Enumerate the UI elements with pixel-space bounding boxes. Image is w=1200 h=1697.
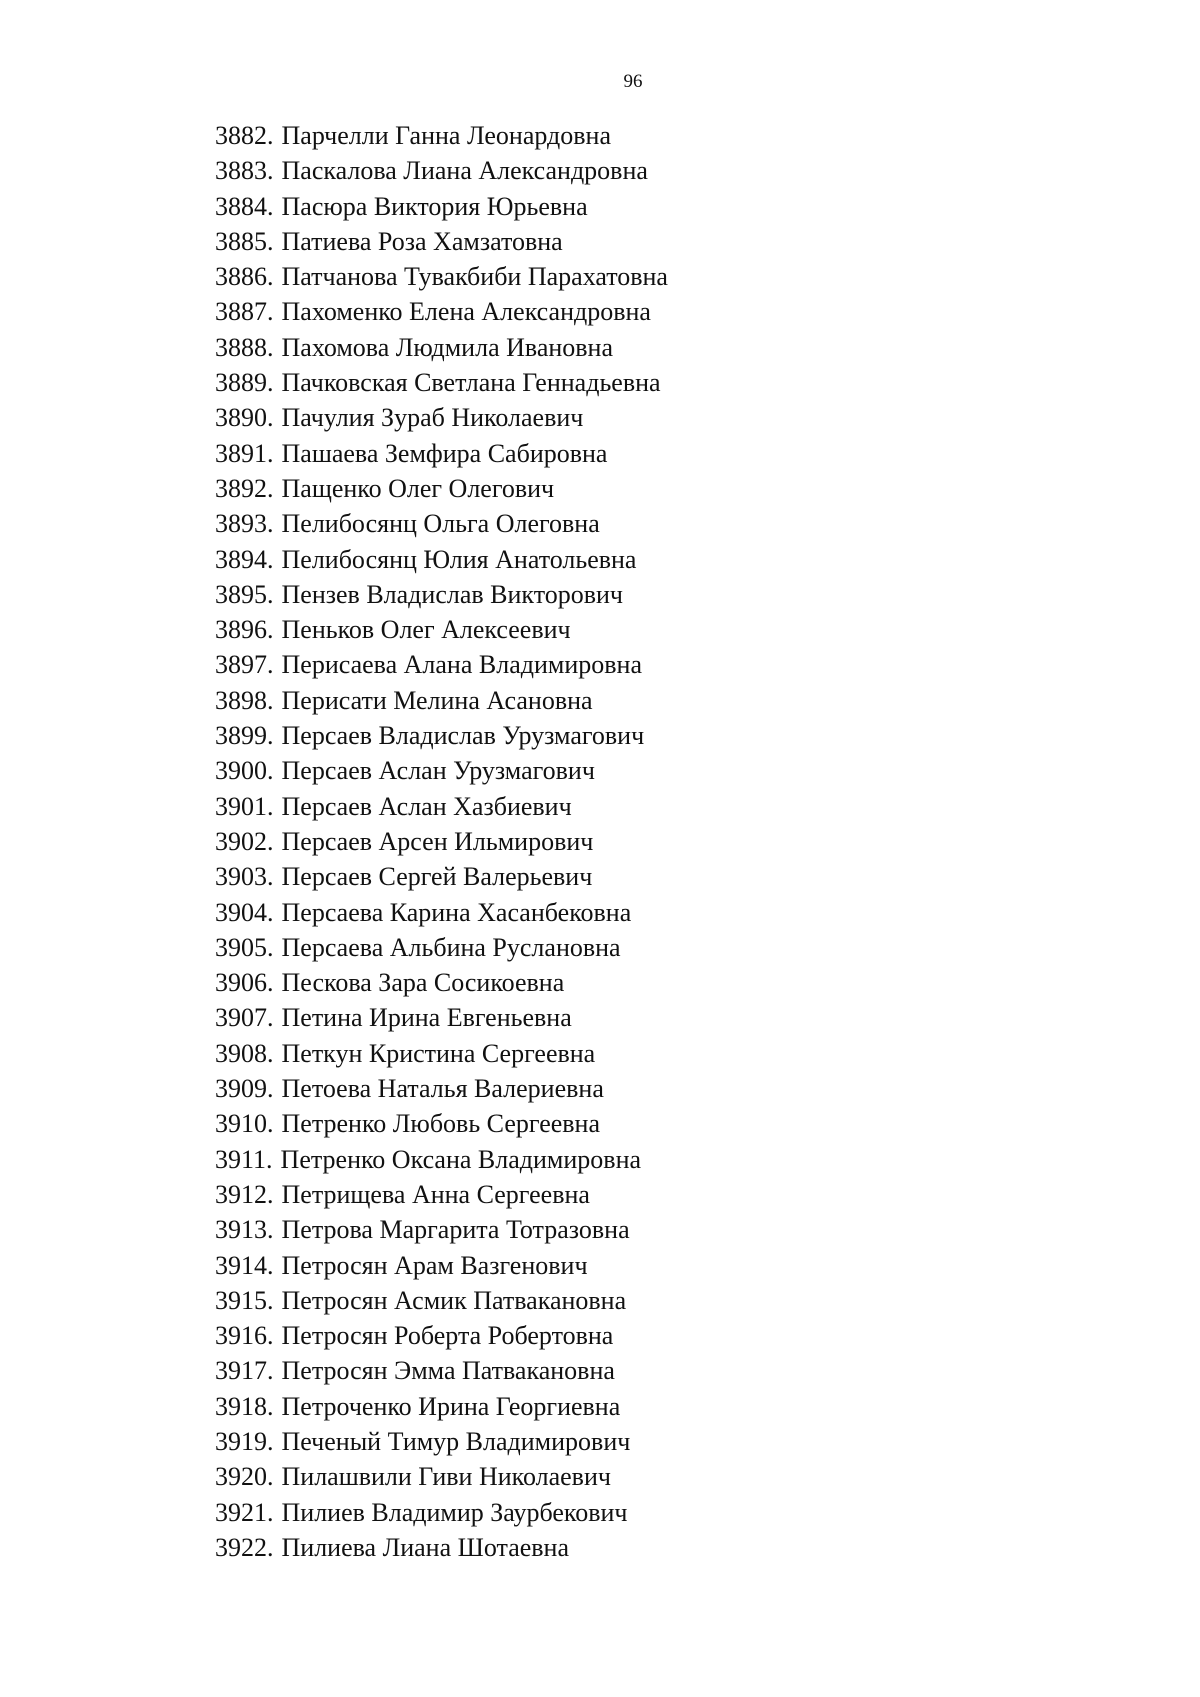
list-item bbox=[215, 1283, 668, 1318]
entry-number: 3890. bbox=[215, 403, 274, 433]
entry-name: Печеный Тимур Владимирович bbox=[281, 1426, 631, 1456]
list-item bbox=[215, 294, 668, 329]
entry-name: Персаев Арсен Ильмирович bbox=[281, 826, 594, 856]
entry-name: Патиева Роза Хамзатовна bbox=[281, 226, 563, 256]
entry-number: 3916. bbox=[215, 1321, 274, 1351]
entry-name: Петросян Асмик Патвакановна bbox=[281, 1285, 627, 1315]
list-item bbox=[215, 930, 668, 965]
entry-name: Пеньков Олег Алексеевич bbox=[281, 615, 571, 645]
entry-number: 3922. bbox=[215, 1532, 274, 1562]
entry-name: Петренко Оксана Владимировна bbox=[280, 1144, 642, 1174]
entry-name: Петросян Роберта Робертовна bbox=[281, 1321, 614, 1351]
list-item bbox=[215, 118, 668, 153]
list-item bbox=[215, 965, 668, 1000]
entry-number: 3909. bbox=[215, 1074, 274, 1104]
entry-number: 3910. bbox=[215, 1109, 274, 1139]
entry-number: 3893. bbox=[215, 509, 274, 539]
list-item bbox=[215, 224, 668, 259]
list-item bbox=[215, 365, 668, 400]
entry-number: 3886. bbox=[215, 262, 274, 292]
list-item bbox=[215, 647, 668, 682]
entry-name: Петина Ирина Евгеньевна bbox=[281, 1003, 572, 1033]
entry-name: Персаева Карина Хасанбековна bbox=[281, 897, 632, 927]
entry-number: 3906. bbox=[215, 968, 274, 998]
entry-number: 3897. bbox=[215, 650, 274, 680]
list-item bbox=[215, 400, 668, 435]
entry-name: Петросян Эмма Патвакановна bbox=[281, 1356, 615, 1386]
entry-name: Персаева Альбина Руслановна bbox=[281, 932, 621, 962]
list-item bbox=[215, 506, 668, 541]
entry-name: Пензев Владислав Викторович bbox=[281, 579, 623, 609]
entry-name: Патчанова Тувакбиби Парахатовна bbox=[281, 262, 668, 292]
list-item bbox=[215, 1530, 668, 1565]
entry-number: 3903. bbox=[215, 862, 274, 892]
entry-number: 3914. bbox=[215, 1250, 274, 1280]
list-item bbox=[215, 1389, 668, 1424]
list-item bbox=[215, 1142, 668, 1177]
list-item bbox=[215, 259, 668, 294]
entry-number: 3908. bbox=[215, 1038, 274, 1068]
entry-number: 3882. bbox=[215, 121, 274, 150]
list-item bbox=[215, 1459, 668, 1494]
list-item bbox=[215, 1248, 668, 1283]
entry-number: 3911. bbox=[215, 1144, 273, 1174]
entry-number: 3919. bbox=[215, 1426, 274, 1456]
entry-name: Пашаева Земфира Сабировна bbox=[281, 438, 608, 468]
entry-number: 3896. bbox=[215, 615, 274, 645]
entry-number: 3900. bbox=[215, 756, 274, 786]
entry-number: 3884. bbox=[215, 191, 274, 221]
entry-name: Перисати Мелина Асановна bbox=[281, 685, 593, 715]
list-item bbox=[215, 824, 668, 859]
entry-number: 3917. bbox=[215, 1356, 274, 1386]
entry-name: Пахоменко Елена Александровна bbox=[281, 297, 651, 327]
entry-name: Пескова Зара Сосикоевна bbox=[281, 968, 565, 998]
list-item bbox=[215, 1424, 668, 1459]
list-item bbox=[215, 1212, 668, 1247]
entry-name: Пелибосянц Ольга Олеговна bbox=[281, 509, 600, 539]
entry-number: 3887. bbox=[215, 297, 274, 327]
entry-name: Петрова Маргарита Тотразовна bbox=[281, 1215, 630, 1245]
list-item bbox=[215, 753, 668, 788]
entry-name: Персаев Владислав Урузмагович bbox=[281, 721, 645, 751]
entry-number: 3918. bbox=[215, 1391, 274, 1421]
entry-name: Персаев Сергей Валерьевич bbox=[281, 862, 593, 892]
entry-number: 3888. bbox=[215, 332, 274, 362]
entry-name: Петроченко Ирина Георгиевна bbox=[281, 1391, 621, 1421]
entry-name: Пелибосянц Юлия Анатольевна bbox=[281, 544, 637, 574]
entry-name: Пилашвили Гиви Николаевич bbox=[281, 1462, 611, 1492]
entry-number: 3907. bbox=[215, 1003, 274, 1033]
list-item bbox=[215, 789, 668, 824]
list-item bbox=[215, 1177, 668, 1212]
entry-name: Пачковская Светлана Геннадьевна bbox=[281, 368, 661, 398]
list-item bbox=[215, 1000, 668, 1035]
list-item bbox=[215, 1318, 668, 1353]
entry-name: Персаев Аслан Урузмагович bbox=[281, 756, 595, 786]
name-list bbox=[215, 118, 668, 1565]
entry-name: Петкун Кристина Сергеевна bbox=[281, 1038, 596, 1068]
entry-number: 3895. bbox=[215, 579, 274, 609]
list-item bbox=[215, 1353, 668, 1388]
list-item bbox=[215, 1106, 668, 1141]
list-item bbox=[215, 1036, 668, 1071]
entry-number: 3921. bbox=[215, 1497, 274, 1527]
list-item bbox=[215, 542, 668, 577]
entry-number: 3904. bbox=[215, 897, 274, 927]
list-item bbox=[215, 471, 668, 506]
entry-number: 3912. bbox=[215, 1179, 274, 1209]
entry-number: 3905. bbox=[215, 932, 274, 962]
entry-name: Парчелли Ганна Леонардовна bbox=[281, 121, 612, 150]
entry-number: 3891. bbox=[215, 438, 274, 468]
entry-number: 3889. bbox=[215, 368, 274, 398]
list-item bbox=[215, 718, 668, 753]
page-number: 96 bbox=[623, 71, 643, 92]
entry-number: 3899. bbox=[215, 721, 274, 751]
entry-name: Петросян Арам Вазгенович bbox=[281, 1250, 588, 1280]
entry-name: Петрищева Анна Сергеевна bbox=[281, 1179, 590, 1209]
entry-name: Паскалова Лиана Александровна bbox=[281, 156, 648, 186]
entry-name: Пасюра Виктория Юрьевна bbox=[281, 191, 588, 221]
list-item bbox=[215, 436, 668, 471]
entry-number: 3920. bbox=[215, 1462, 274, 1492]
entry-name: Пахомова Людмила Ивановна bbox=[281, 332, 613, 362]
entry-number: 3902. bbox=[215, 826, 274, 856]
entry-number: 3898. bbox=[215, 685, 274, 715]
list-item bbox=[215, 153, 668, 188]
entry-number: 3915. bbox=[215, 1285, 274, 1315]
list-item bbox=[215, 895, 668, 930]
entry-number: 3894. bbox=[215, 544, 274, 574]
list-item bbox=[215, 1071, 668, 1106]
entry-number: 3892. bbox=[215, 473, 274, 503]
entry-number: 3883. bbox=[215, 156, 274, 186]
entry-number: 3901. bbox=[215, 791, 274, 821]
entry-number: 3913. bbox=[215, 1215, 274, 1245]
entry-name: Петоева Наталья Валериевна bbox=[281, 1074, 604, 1104]
entry-name: Петренко Любовь Сергеевна bbox=[281, 1109, 601, 1139]
entry-name: Пилиев Владимир Заурбекович bbox=[281, 1497, 628, 1527]
list-item bbox=[215, 1495, 668, 1530]
entry-number: 3885. bbox=[215, 226, 274, 256]
list-item bbox=[215, 330, 668, 365]
entry-name: Пащенко Олег Олегович bbox=[281, 473, 555, 503]
list-item bbox=[215, 683, 668, 718]
entry-name: Пилиева Лиана Шотаевна bbox=[281, 1532, 570, 1562]
list-item bbox=[215, 189, 668, 224]
list-item bbox=[215, 577, 668, 612]
entry-name: Пачулия Зураб Николаевич bbox=[281, 403, 584, 433]
entry-name: Перисаева Алана Владимировна bbox=[281, 650, 642, 680]
entry-name: Персаев Аслан Хазбиевич bbox=[281, 791, 572, 821]
list-item bbox=[215, 612, 668, 647]
list-item bbox=[215, 859, 668, 894]
